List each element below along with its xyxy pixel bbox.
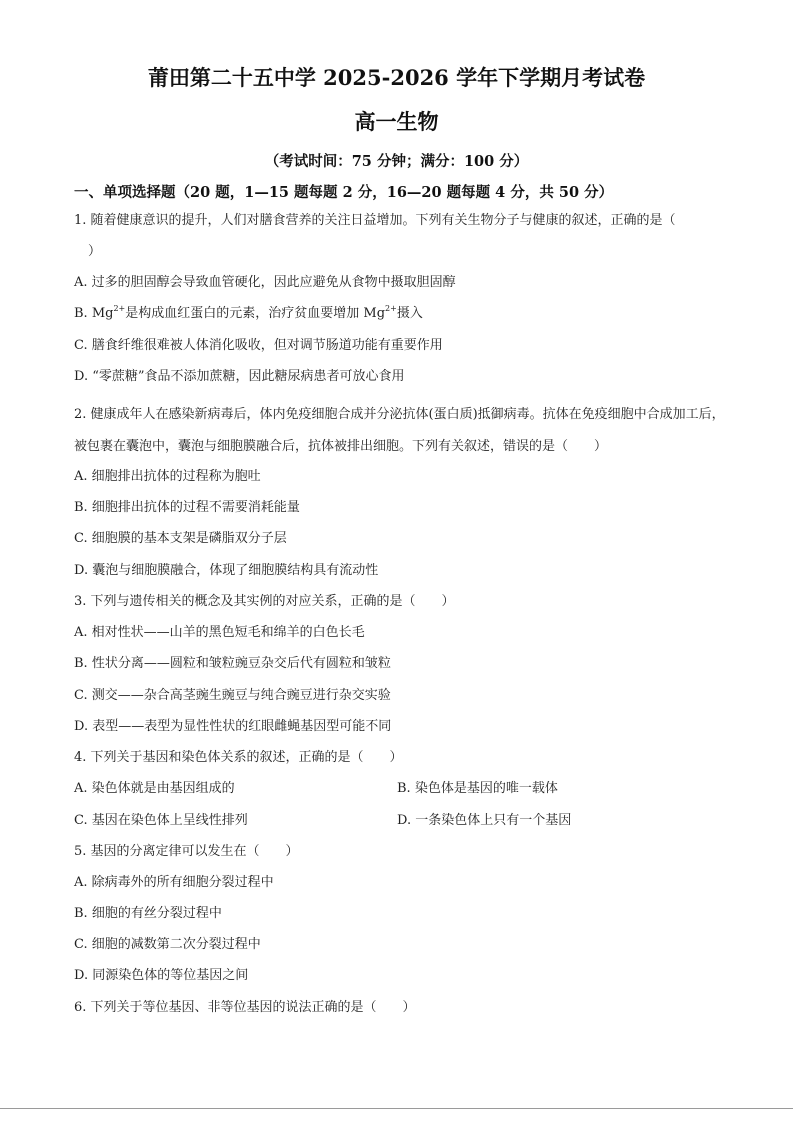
q1-b-sup1: 2+ (113, 304, 126, 313)
q1-b-sup2: 2+ (385, 304, 397, 313)
q4-stem: 4. 下列关于基因和染色体关系的叙述，正确的是（ ） (74, 750, 403, 765)
subject-title: 高一生物 (354, 109, 439, 134)
school-title: 莆田第二十五中学 2025-2026 学年下学期月考试卷 (147, 65, 646, 90)
q6-stem: 6. 下列关于等位基因、非等位基因的说法正确的是（ ） (74, 1000, 416, 1015)
q2-option-a: A. 细胞排出抗体的过程称为胞吐 (74, 469, 261, 484)
page-bottom-rule (0, 1108, 793, 1109)
q5-option-a: A. 除病毒外的所有细胞分裂过程中 (74, 875, 274, 890)
q4-option-a: A. 染色体就是由基因组成的 (74, 781, 235, 796)
q4-option-d: D. 一条染色体上只有一个基因 (397, 813, 572, 828)
q2-option-d: D. 囊泡与细胞膜融合，体现了细胞膜结构具有流动性 (74, 563, 379, 578)
q1-option-d: D. “零蔗糖”食品不添加蔗糖，因此糖尿病患者可放心食用 (74, 369, 405, 384)
q1-option-a: A. 过多的胆固醇会导致血管硬化，因此应避免从食物中摄取胆固醇 (74, 275, 456, 290)
q2-option-c: C. 细胞膜的基本支架是磷脂双分子层 (74, 531, 287, 546)
q5-option-c: C. 细胞的减数第二次分裂过程中 (74, 937, 261, 952)
q1-option-c: C. 膳食纤维很难被人体消化吸收，但对调节肠道功能有重要作用 (74, 338, 443, 353)
exam-info: （考试时间：75 分钟；满分：100 分） (264, 153, 529, 170)
q5-stem: 5. 基因的分离定律可以发生在（ ） (74, 844, 299, 859)
q1-option-b (74, 305, 423, 323)
q3-stem: 3. 下列与遗传相关的概念及其实例的对应关系，正确的是（ ） (74, 594, 455, 609)
q1-stem: 1. 随着健康意识的提升，人们对膳食营养的关注日益增加。下列有关生物分子与健康的叙述，正确的是（ (74, 213, 676, 228)
q1-b-mid: 是构成血红蛋白的元素，治疗贫血要增加 Mg (125, 306, 386, 321)
q1-b-post: 摄入 (396, 306, 423, 321)
q4-option-c: C. 基因在染色体上呈线性排列 (74, 813, 248, 828)
q4-option-b: B. 染色体是基因的唯一载体 (397, 781, 558, 796)
q3-option-d: D. 表型——表型为显性性状的红眼雌蝇基因型可能不同 (74, 719, 392, 734)
q2-option-b: B. 细胞排出抗体的过程不需要消耗能量 (74, 500, 300, 515)
q3-option-a: A. 相对性状——山羊的黑色短毛和绵羊的白色长毛 (74, 625, 365, 640)
q3-option-b: B. 性状分离——圆粒和皱粒豌豆杂交后代有圆粒和皱粒 (74, 656, 391, 671)
q5-option-d: D. 同源染色体的等位基因之间 (74, 968, 249, 983)
q2-stem: 2. 健康成年人在感染新病毒后，体内免疫细胞合成并分泌抗体(蛋白质)抵御病毒。抗体在免疫细胞中合成加工后，被包裹在囊泡中，囊泡与细胞膜融合后，抗体被排出细胞。下列有关叙述，错误的是（ ） (74, 407, 725, 454)
q3-option-c: C. 测交——杂合高茎豌生豌豆与纯合豌豆进行杂交实验 (74, 688, 391, 703)
q1-b-pre: B. Mg (74, 306, 114, 321)
q1-stem-end: ） (88, 244, 102, 259)
q5-option-b: B. 细胞的有丝分裂过程中 (74, 906, 222, 921)
section-heading: 一、单项选择题（20 题，1—15 题每题 2 分，16—20 题每题 4 分，共 50 分） (74, 184, 614, 201)
